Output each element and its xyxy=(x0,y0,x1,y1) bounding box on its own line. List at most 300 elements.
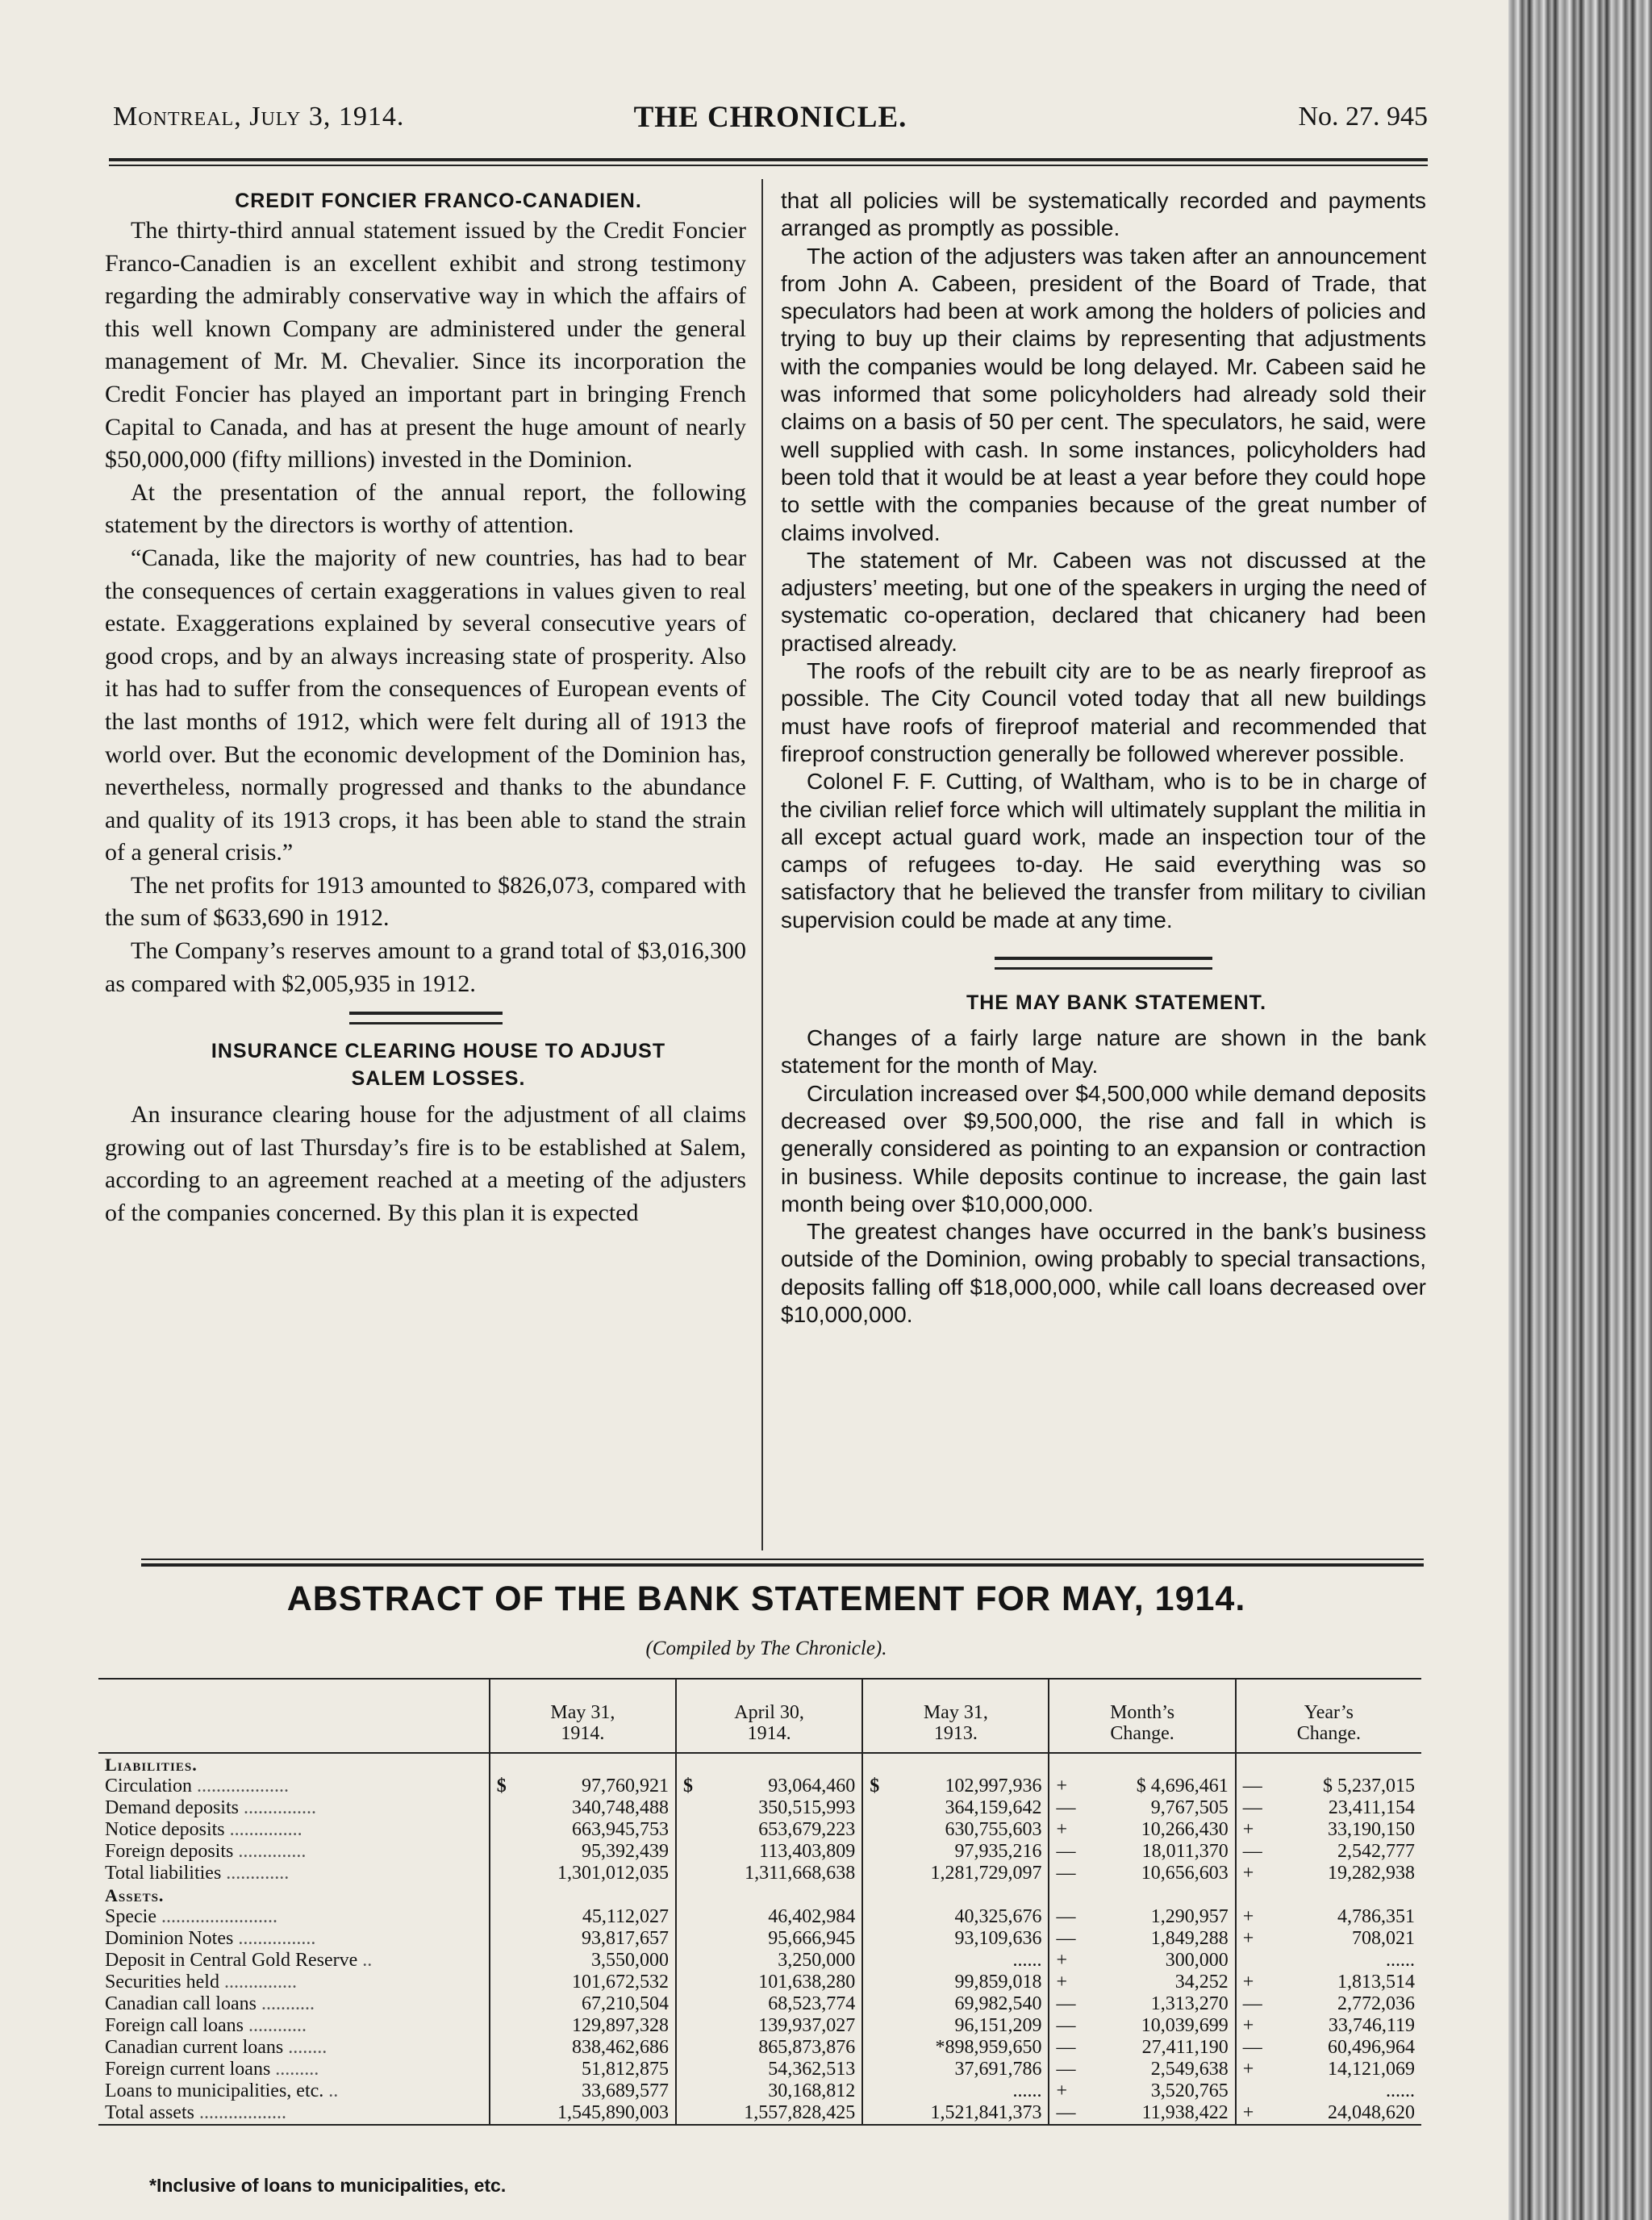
value-text: 93,064,460 xyxy=(768,1776,856,1796)
value-text: ...... xyxy=(1012,1950,1042,1971)
value-text: 69,982,540 xyxy=(954,1993,1042,2014)
table-header-row xyxy=(98,1679,1421,1753)
change-sign: — xyxy=(1056,2102,1076,2123)
change-cell xyxy=(1236,1841,1421,1863)
row-label-text: Loans to municipalities, etc. xyxy=(105,2080,324,2101)
change-cell xyxy=(1236,1776,1421,1797)
change-value: 1,849,288 xyxy=(1150,1928,1229,1949)
table-row xyxy=(98,2015,1421,2037)
leader-dots: ........ xyxy=(283,2037,327,2058)
change-sign: — xyxy=(1056,1797,1076,1818)
row-label-text: Foreign call loans xyxy=(105,2015,244,2036)
change-cell xyxy=(1236,2059,1421,2080)
value-text: 663,945,753 xyxy=(571,1819,669,1840)
column-header: May 31, 1913. xyxy=(862,1679,1049,1753)
change-value: $ 4,696,461 xyxy=(1136,1776,1229,1796)
column-header xyxy=(98,1679,490,1753)
value-cell xyxy=(676,1906,862,1928)
row-label xyxy=(98,1928,490,1950)
value-cell xyxy=(490,1972,676,1993)
header-issue-number: No. 27. 945 xyxy=(1298,102,1428,131)
value-text: 1,301,012,035 xyxy=(557,1863,669,1884)
paragraph: Circulation increased over $4,500,000 while demand deposits decreased over $9,500,000, the rise and fall in which is generally considered as pointing to an expansion or contraction in business. While deposits continue to increase, the gain last month being over $10,000,000. xyxy=(781,1080,1426,1216)
column-divider xyxy=(761,179,763,1550)
row-label-text: Notice deposits xyxy=(105,1819,225,1840)
empty-cell xyxy=(862,1884,1049,1906)
value-text: 1,311,668,638 xyxy=(745,1863,856,1884)
row-label-text: Demand deposits xyxy=(105,1797,239,1818)
change-cell xyxy=(1049,2080,1235,2102)
table-row xyxy=(98,1797,1421,1819)
row-label xyxy=(98,2037,490,2059)
value-text: 1,545,890,003 xyxy=(557,2102,669,2123)
change-cell xyxy=(1049,1950,1235,1972)
change-value: 18,011,370 xyxy=(1141,1841,1229,1862)
value-cell xyxy=(862,1776,1049,1797)
value-cell xyxy=(676,1776,862,1797)
value-cell xyxy=(676,2015,862,2037)
value-text: 129,897,328 xyxy=(571,2015,669,2036)
value-cell xyxy=(676,1950,862,1972)
value-cell xyxy=(862,1928,1049,1950)
change-cell xyxy=(1049,1841,1235,1863)
change-value: 300,000 xyxy=(1165,1950,1229,1971)
change-sign: — xyxy=(1056,1863,1076,1884)
bank-statement-table xyxy=(98,1678,1421,2126)
currency-sign: $ xyxy=(870,1776,880,1796)
change-value: 1,290,957 xyxy=(1150,1906,1229,1927)
value-text: 1,557,828,425 xyxy=(744,2102,856,2123)
value-text: 54,362,513 xyxy=(768,2059,856,2080)
row-label-text: Total liabilities xyxy=(105,1863,222,1884)
value-cell xyxy=(490,2080,676,2102)
value-cell xyxy=(676,2059,862,2080)
change-value: 3,520,765 xyxy=(1150,2080,1229,2101)
change-sign: — xyxy=(1242,1993,1262,2014)
change-sign: + xyxy=(1242,1863,1254,1884)
value-text: 46,402,984 xyxy=(768,1906,856,1927)
row-label-text: Specie xyxy=(105,1906,156,1927)
value-text: 139,937,027 xyxy=(758,2015,856,2036)
value-cell xyxy=(490,1928,676,1950)
value-text: 350,515,993 xyxy=(758,1797,856,1818)
change-value: 2,772,036 xyxy=(1337,1993,1415,2014)
change-sign: + xyxy=(1242,1972,1254,1993)
book-binding-edge xyxy=(1508,0,1652,2220)
value-cell xyxy=(490,1841,676,1863)
value-text: 3,250,000 xyxy=(778,1950,856,1971)
column-header: April 30, 1914. xyxy=(676,1679,862,1753)
change-cell xyxy=(1049,1776,1235,1797)
value-text: 1,281,729,097 xyxy=(930,1863,1042,1884)
value-text: 101,638,280 xyxy=(758,1972,856,1993)
change-value: 4,786,351 xyxy=(1337,1906,1415,1927)
change-sign: — xyxy=(1242,1797,1262,1818)
value-cell xyxy=(862,1950,1049,1972)
value-text: 838,462,686 xyxy=(571,2037,669,2058)
table-row xyxy=(98,1776,1421,1797)
empty-cell xyxy=(1236,1753,1421,1776)
change-sign: — xyxy=(1242,1776,1262,1796)
abstract-rule-thin xyxy=(141,1559,1424,1560)
change-cell xyxy=(1049,1797,1235,1819)
change-value: 9,767,505 xyxy=(1150,1797,1229,1818)
row-label xyxy=(98,1841,490,1863)
paragraph: that all policies will be systematically recorded and payments arranged as promptly as possible. xyxy=(781,188,1426,241)
change-cell xyxy=(1049,2059,1235,2080)
value-text: 97,935,216 xyxy=(954,1841,1042,1862)
value-cell xyxy=(490,1906,676,1928)
value-cell xyxy=(490,1776,676,1797)
show-through-text xyxy=(565,50,580,81)
leader-dots: .. xyxy=(357,1950,373,1971)
column-header: Month’s Change. xyxy=(1049,1679,1235,1753)
right-column xyxy=(781,187,1426,1329)
value-cell xyxy=(490,2102,676,2125)
value-cell xyxy=(490,1863,676,1884)
article-title-insurance-line1: INSURANCE CLEARING HOUSE TO ADJUST xyxy=(211,1040,666,1063)
value-cell xyxy=(676,1797,862,1819)
row-label xyxy=(98,2015,490,2037)
change-value: 19,282,938 xyxy=(1328,1863,1415,1884)
value-text: 30,168,812 xyxy=(768,2080,856,2101)
leader-dots: ............... xyxy=(238,1797,316,1818)
change-value: ...... xyxy=(1386,1950,1415,1971)
abstract-title: ABSTRACT OF THE BANK STATEMENT FOR MAY, 1914. xyxy=(286,1579,1246,1618)
value-text: 93,817,657 xyxy=(581,1928,669,1949)
table-row xyxy=(98,1993,1421,2015)
column-header: Year’s Change. xyxy=(1236,1679,1421,1753)
value-text: 1,521,841,373 xyxy=(930,2102,1042,2123)
header-rule-thin xyxy=(109,165,1428,166)
value-cell xyxy=(490,2015,676,2037)
change-cell xyxy=(1236,2080,1421,2102)
value-text: *898,959,650 xyxy=(935,2037,1042,2058)
value-text: 102,997,936 xyxy=(945,1776,1042,1796)
change-sign: + xyxy=(1242,2059,1254,2080)
change-value: 11,938,422 xyxy=(1141,2102,1229,2123)
article-title-bank-statement: THE MAY BANK STATEMENT. xyxy=(966,991,1267,1015)
leader-dots: ............ xyxy=(243,2015,307,2036)
value-cell xyxy=(862,2102,1049,2125)
table-section-heading-row xyxy=(98,1884,1421,1906)
table-row xyxy=(98,1972,1421,1993)
row-label-text: Dominion Notes xyxy=(105,1928,234,1949)
leader-dots: ......... xyxy=(270,2059,319,2080)
header-title: THE CHRONICLE. xyxy=(633,101,907,134)
change-cell xyxy=(1236,1950,1421,1972)
paragraph: Changes of a fairly large nature are shown in the bank statement for the month of May. xyxy=(781,1025,1426,1079)
paragraph: The action of the adjusters was taken after an announcement from John A. Cabeen, president of the Board of Trade, that speculators had been at work among the holders of policies and trying to buy up their claims by representing that adjustments with the companies would be long delayed. Mr. Cabeen said he was informed that some policyholders had already sold their claims on a basis of 50 per cent. The speculators, he said, were well supplied with cash. In some instances, policyholders had been told that it would be at least a year before they could hope to settle with the companies because of the great number of claims involved. xyxy=(781,243,1426,545)
change-sign: + xyxy=(1242,2102,1254,2123)
empty-cell xyxy=(1049,1884,1235,1906)
value-text: 95,666,945 xyxy=(768,1928,856,1949)
row-label xyxy=(98,1993,490,2015)
row-label-text: Securities held xyxy=(105,1972,219,1993)
value-text: 99,859,018 xyxy=(954,1972,1042,1993)
table-section-heading-row xyxy=(98,1753,1421,1776)
row-label-text: Foreign current loans xyxy=(105,2059,271,2080)
leader-dots: ............... xyxy=(224,1819,302,1840)
value-cell xyxy=(862,1797,1049,1819)
change-sign: — xyxy=(1056,1906,1076,1927)
change-sign: + xyxy=(1056,1819,1067,1840)
row-label xyxy=(98,2059,490,2080)
value-cell xyxy=(490,1797,676,1819)
change-value: 10,656,603 xyxy=(1141,1863,1229,1884)
change-cell xyxy=(1236,1797,1421,1819)
value-text: 3,550,000 xyxy=(590,1950,669,1971)
change-sign: — xyxy=(1056,2015,1076,2036)
value-cell xyxy=(676,1841,862,1863)
empty-cell xyxy=(1049,1753,1235,1776)
value-text: 37,691,786 xyxy=(954,2059,1042,2080)
value-cell xyxy=(676,2080,862,2102)
row-label xyxy=(98,1972,490,1993)
value-text: 653,679,223 xyxy=(758,1819,856,1840)
page-header xyxy=(113,102,1428,142)
change-value: 33,746,119 xyxy=(1328,2015,1415,2036)
currency-sign: $ xyxy=(496,1776,507,1796)
change-sign: — xyxy=(1242,2037,1262,2058)
value-cell xyxy=(862,1906,1049,1928)
table-row xyxy=(98,1928,1421,1950)
paragraph: The greatest changes have occurred in the bank’s business outside of the Dominion, owing probably to special transactions, deposits falling off $18,000,000, while call loans decreased over $10,000,000. xyxy=(781,1219,1426,1327)
change-value: 708,021 xyxy=(1352,1928,1415,1949)
change-sign: — xyxy=(1242,1841,1262,1862)
paragraph: An insurance clearing house for the adjustment of all claims growing out of last Thursday’s fire is to be established at Salem, according to an agreement reached at a meeting of the adjusters of the companies concerned. By this plan it is expected xyxy=(105,1101,746,1227)
value-text: 630,755,603 xyxy=(945,1819,1042,1840)
change-cell xyxy=(1236,2015,1421,2037)
section-heading: Assets. xyxy=(105,1885,165,1905)
change-cell xyxy=(1049,1972,1235,1993)
value-text: 340,748,488 xyxy=(571,1797,669,1818)
value-cell xyxy=(676,1819,862,1841)
leader-dots: ........................ xyxy=(156,1906,277,1927)
row-label xyxy=(98,2080,490,2102)
change-value: 1,813,514 xyxy=(1337,1972,1415,1993)
row-label xyxy=(98,1950,490,1972)
empty-cell xyxy=(676,1753,862,1776)
leader-dots: .................. xyxy=(194,2102,286,2123)
value-cell xyxy=(676,2102,862,2125)
leader-dots: ............... xyxy=(219,1972,297,1993)
value-cell xyxy=(862,2059,1049,2080)
change-cell xyxy=(1236,2102,1421,2125)
change-value: 24,048,620 xyxy=(1328,2102,1415,2123)
row-label-text: Foreign deposits xyxy=(105,1841,234,1862)
change-cell xyxy=(1236,1928,1421,1950)
value-text: 865,873,876 xyxy=(758,2037,856,2058)
row-label xyxy=(98,1863,490,1884)
change-value: 34,252 xyxy=(1174,1972,1229,1993)
table-row xyxy=(98,2037,1421,2059)
left-column xyxy=(105,187,746,1230)
value-cell xyxy=(862,1841,1049,1863)
change-value: 10,039,699 xyxy=(1141,2015,1229,2036)
change-sign: + xyxy=(1242,1928,1254,1949)
header-rule-thick xyxy=(109,158,1428,161)
value-cell xyxy=(862,1819,1049,1841)
value-cell xyxy=(676,1972,862,1993)
change-value: 14,121,069 xyxy=(1328,2059,1415,2080)
change-cell xyxy=(1236,1819,1421,1841)
value-cell xyxy=(490,1950,676,1972)
value-text: 97,760,921 xyxy=(581,1776,669,1796)
value-text: 93,109,636 xyxy=(954,1928,1042,1949)
leader-dots: ............. xyxy=(221,1863,290,1884)
value-text: 364,159,642 xyxy=(945,1797,1042,1818)
row-label xyxy=(98,1797,490,1819)
table-row xyxy=(98,1841,1421,1863)
change-cell xyxy=(1236,1863,1421,1884)
section-rule xyxy=(349,1012,503,1024)
change-cell xyxy=(1236,1993,1421,2015)
table-row xyxy=(98,2059,1421,2080)
article-title-insurance-line2: SALEM LOSSES. xyxy=(351,1067,526,1091)
change-value: ...... xyxy=(1386,2080,1415,2101)
paragraph: The Company’s reserves amount to a grand total of $3,016,300 as compared with $2,005,935 in 1912. xyxy=(105,937,746,997)
value-cell xyxy=(490,2037,676,2059)
change-sign: — xyxy=(1056,2037,1076,2058)
empty-cell xyxy=(1236,1884,1421,1906)
value-cell xyxy=(862,2015,1049,2037)
section-rule xyxy=(995,957,1212,970)
table-row xyxy=(98,2102,1421,2125)
change-value: 27,411,190 xyxy=(1141,2037,1229,2058)
paragraph: The thirty-third annual statement issued by the Credit Foncier Franco-Canadien is an excellent exhibit and strong testimony regarding the admirably conservative way in which the affairs of this well known Company are administered under the general management of Mr. M. Chevalier. Since its incorporation the Credit Foncier has played an important part in bringing French Capital to Canada, and has at present the huge amount of nearly $50,000,000 (fifty millions) invested in the Dominion. xyxy=(105,217,746,474)
change-cell xyxy=(1049,2015,1235,2037)
change-sign xyxy=(1243,1950,1262,1972)
value-cell xyxy=(676,2037,862,2059)
row-label xyxy=(98,1776,490,1797)
value-cell xyxy=(862,1972,1049,1993)
change-sign: + xyxy=(1056,1972,1067,1993)
row-label xyxy=(98,1906,490,1928)
change-value: 60,496,964 xyxy=(1328,2037,1415,2058)
change-value: $ 5,237,015 xyxy=(1323,1776,1415,1796)
change-cell xyxy=(1049,2037,1235,2059)
row-label-text: Circulation xyxy=(105,1776,192,1796)
section-heading: Liabilities. xyxy=(105,1755,198,1775)
currency-sign: $ xyxy=(682,1776,693,1796)
paragraph: The roofs of the rebuilt city are to be as nearly fireproof as possible. The City Council voted today that all new buildings must have roofs of fireproof material and recommended that fireproof construction generally be followed wherever possible. xyxy=(781,658,1426,766)
value-text: 67,210,504 xyxy=(581,1993,669,2014)
value-text: 33,689,577 xyxy=(581,2080,669,2101)
value-text: 95,392,439 xyxy=(581,1841,669,1862)
value-text: 45,112,027 xyxy=(582,1906,669,1927)
change-value: 1,313,270 xyxy=(1150,1993,1229,2014)
row-label xyxy=(98,2102,490,2125)
change-sign: + xyxy=(1056,1950,1067,1971)
value-cell xyxy=(490,1819,676,1841)
value-cell xyxy=(862,1993,1049,2015)
table-row xyxy=(98,1863,1421,1884)
table-row xyxy=(98,1950,1421,1972)
value-cell xyxy=(676,1928,862,1950)
value-text: 51,812,875 xyxy=(581,2059,669,2080)
empty-cell xyxy=(676,1884,862,1906)
value-text: 68,523,774 xyxy=(768,1993,856,2014)
value-text: ...... xyxy=(1012,2080,1042,2101)
value-cell xyxy=(490,1993,676,2015)
empty-cell xyxy=(490,1884,676,1906)
change-sign: + xyxy=(1242,1819,1254,1840)
abstract-rule-thick xyxy=(141,1563,1424,1567)
value-cell xyxy=(676,1863,862,1884)
change-sign: + xyxy=(1056,1776,1067,1796)
article-title-credit-foncier: CREDIT FONCIER FRANCO-CANADIEN. xyxy=(235,190,642,212)
change-sign: — xyxy=(1056,1928,1076,1949)
change-sign: — xyxy=(1056,1993,1076,2014)
change-value: 2,542,777 xyxy=(1337,1841,1415,1862)
change-cell xyxy=(1236,1972,1421,1993)
change-sign: + xyxy=(1242,2015,1254,2036)
empty-cell xyxy=(862,1753,1049,1776)
change-cell xyxy=(1049,2102,1235,2125)
paragraph: At the presentation of the annual report, the following statement by the directors is worthy of attention. xyxy=(105,478,746,539)
change-cell xyxy=(1049,1906,1235,1928)
change-cell xyxy=(1049,1819,1235,1841)
value-text: 40,325,676 xyxy=(954,1906,1042,1927)
value-text: 113,403,809 xyxy=(759,1841,856,1862)
change-value: 2,549,638 xyxy=(1150,2059,1229,2080)
change-sign: — xyxy=(1056,2059,1076,2080)
value-text: 96,151,209 xyxy=(954,2015,1042,2036)
change-value: 23,411,154 xyxy=(1328,1797,1415,1818)
row-label-text: Canadian call loans xyxy=(105,1993,257,2014)
paragraph: “Canada, like the majority of new countries, has had to bear the consequences of certain exaggerations in values given to real estate. Exaggerations explained by several consecutive years of good crops, and by an always increasing state of prosperity. Also it has had to suffer from the consequences of European events of the last months of 1912, which were felt during all of 1913 the world over. But the economic development of the Dominion has, nevertheless, normally progressed and thanks to the abundance and quality of its 1913 crops, it has been able to stand the strain of a general crisis.” xyxy=(105,544,746,866)
leader-dots: ........... xyxy=(256,1993,315,2014)
leader-dots: ................ xyxy=(233,1928,316,1949)
table-row xyxy=(98,1906,1421,1928)
leader-dots: .............. xyxy=(233,1841,307,1862)
abstract-subtitle: (Compiled by The Chronicle). xyxy=(645,1638,887,1659)
row-label-text: Deposit in Central Gold Reserve xyxy=(105,1950,358,1971)
leader-dots: .. xyxy=(323,2080,339,2101)
empty-cell xyxy=(490,1753,676,1776)
change-sign: + xyxy=(1242,1906,1254,1927)
row-label-text: Total assets xyxy=(105,2102,194,2123)
value-cell xyxy=(862,1863,1049,1884)
header-date: Montreal, July 3, 1914. xyxy=(113,102,405,131)
change-cell xyxy=(1236,2037,1421,2059)
change-cell xyxy=(1049,1863,1235,1884)
value-text: 101,672,532 xyxy=(571,1972,669,1993)
paragraph: The net profits for 1913 amounted to $826,073, compared with the sum of $633,690 in 1912. xyxy=(105,871,746,932)
table-row xyxy=(98,2080,1421,2102)
change-sign xyxy=(1243,2080,1262,2102)
change-cell xyxy=(1236,1906,1421,1928)
paragraph: Colonel F. F. Cutting, of Waltham, who is to be in charge of the civilian relief force which will ultimately supplant the militia in all except actual guard work, made an inspection tour of the camps of refugees to-day. He said everything was so satisfactory that he believed the transfer from military to civilian supervision could be made at any time. xyxy=(781,769,1426,933)
value-cell xyxy=(676,1993,862,2015)
table-row xyxy=(98,1819,1421,1841)
table-footnote: *Inclusive of loans to municipalities, etc. xyxy=(149,2175,507,2196)
change-value: 10,266,430 xyxy=(1141,1819,1229,1840)
change-value: 33,190,150 xyxy=(1328,1819,1415,1840)
value-cell xyxy=(862,2037,1049,2059)
value-cell xyxy=(490,2059,676,2080)
change-cell xyxy=(1049,1993,1235,2015)
row-label xyxy=(98,1819,490,1841)
change-sign: — xyxy=(1056,1841,1076,1862)
value-cell xyxy=(862,2080,1049,2102)
leader-dots: ................... xyxy=(191,1776,289,1796)
column-header: May 31, 1914. xyxy=(490,1679,676,1753)
change-sign: + xyxy=(1056,2080,1067,2101)
row-label-text: Canadian current loans xyxy=(105,2037,284,2058)
paragraph: The statement of Mr. Cabeen was not discussed at the adjusters’ meeting, but one of the speakers in urging the need of systematic co-operation, declared that chicanery had been practised already. xyxy=(781,547,1426,656)
